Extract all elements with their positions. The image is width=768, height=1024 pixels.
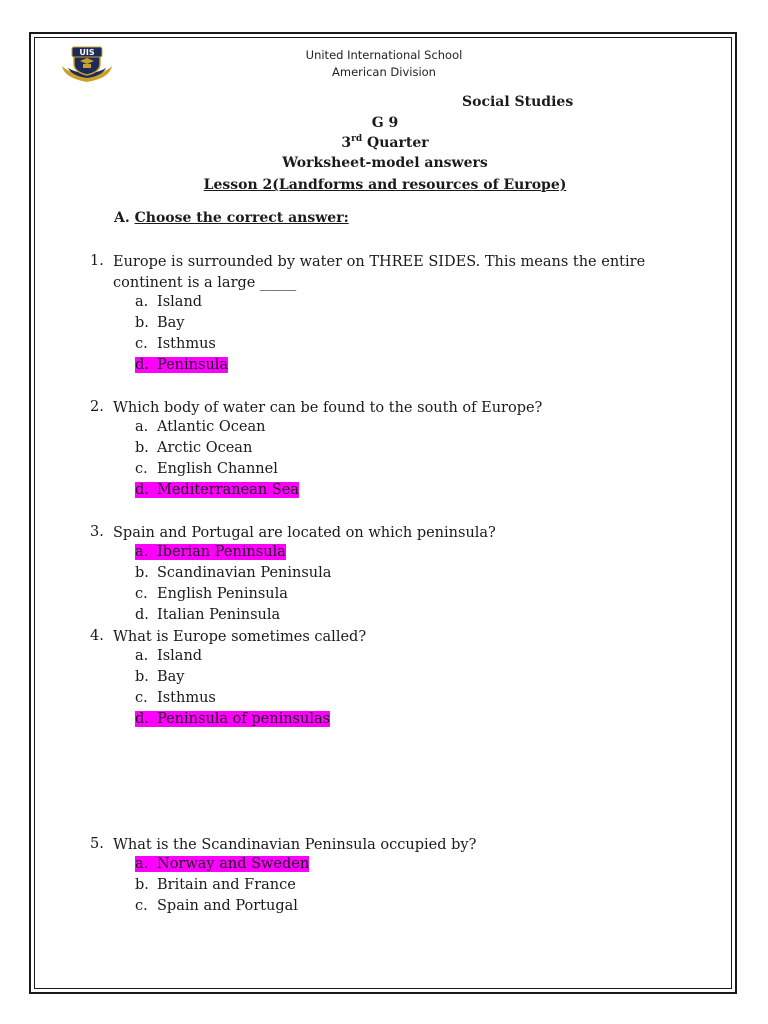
grade-label: G 9 <box>371 115 399 131</box>
answer-option: a. Atlantic Ocean <box>135 419 266 435</box>
answer-option: a. Island <box>135 648 203 664</box>
correct-answer-option: a. Norway and Sweden <box>135 856 310 872</box>
answer-option: d. Italian Peninsula <box>135 607 281 623</box>
question-number: 5. <box>90 836 104 852</box>
question-number: 3. <box>90 524 104 540</box>
logo-text: UIS <box>79 48 95 57</box>
question-number: 1. <box>90 253 104 269</box>
question-text: What is Europe sometimes called? <box>113 629 367 645</box>
school-name: United International School <box>305 48 463 62</box>
school-division: American Division <box>332 65 436 79</box>
question-number: 2. <box>90 399 104 415</box>
section-heading: A. Choose the correct answer: <box>114 210 349 226</box>
answer-option: c. Isthmus <box>135 690 216 706</box>
answer-option: c. Isthmus <box>135 336 216 352</box>
question-text: Spain and Portugal are located on which peninsula? <box>113 525 496 541</box>
correct-answer-option: a. Iberian Peninsula <box>135 544 286 560</box>
answer-option: b. Bay <box>135 315 185 331</box>
answer-option: c. Spain and Portugal <box>135 898 298 914</box>
answer-option: c. English Channel <box>135 461 278 477</box>
quarter-label: 3rd Quarter <box>341 134 429 151</box>
question-text: What is the Scandinavian Peninsula occupied by? <box>113 837 477 853</box>
answer-option: b. Britain and France <box>135 877 296 893</box>
answer-option: b. Arctic Ocean <box>135 440 253 456</box>
question-text: Europe is surrounded by water on THREE SIDES. This means the entire continent is a large _____ <box>113 254 646 291</box>
correct-answer-option: d. Mediterranean Sea <box>135 482 299 498</box>
question-number: 4. <box>90 628 104 644</box>
answer-option: a. Island <box>135 294 203 310</box>
question-text: Which body of water can be found to the south of Europe? <box>113 400 543 416</box>
worksheet-title: Worksheet-model answers <box>282 155 488 171</box>
correct-answer-option: d. Peninsula <box>135 357 229 373</box>
correct-answer-option: d. Peninsula of peninsulas <box>135 711 331 727</box>
subject-title: Social Studies <box>462 94 574 110</box>
lesson-title: Lesson 2(Landforms and resources of Europe) <box>203 177 567 193</box>
answer-option: c. English Peninsula <box>135 586 288 602</box>
answer-option: b. Bay <box>135 669 185 685</box>
answer-option: b. Scandinavian Peninsula <box>135 565 332 581</box>
